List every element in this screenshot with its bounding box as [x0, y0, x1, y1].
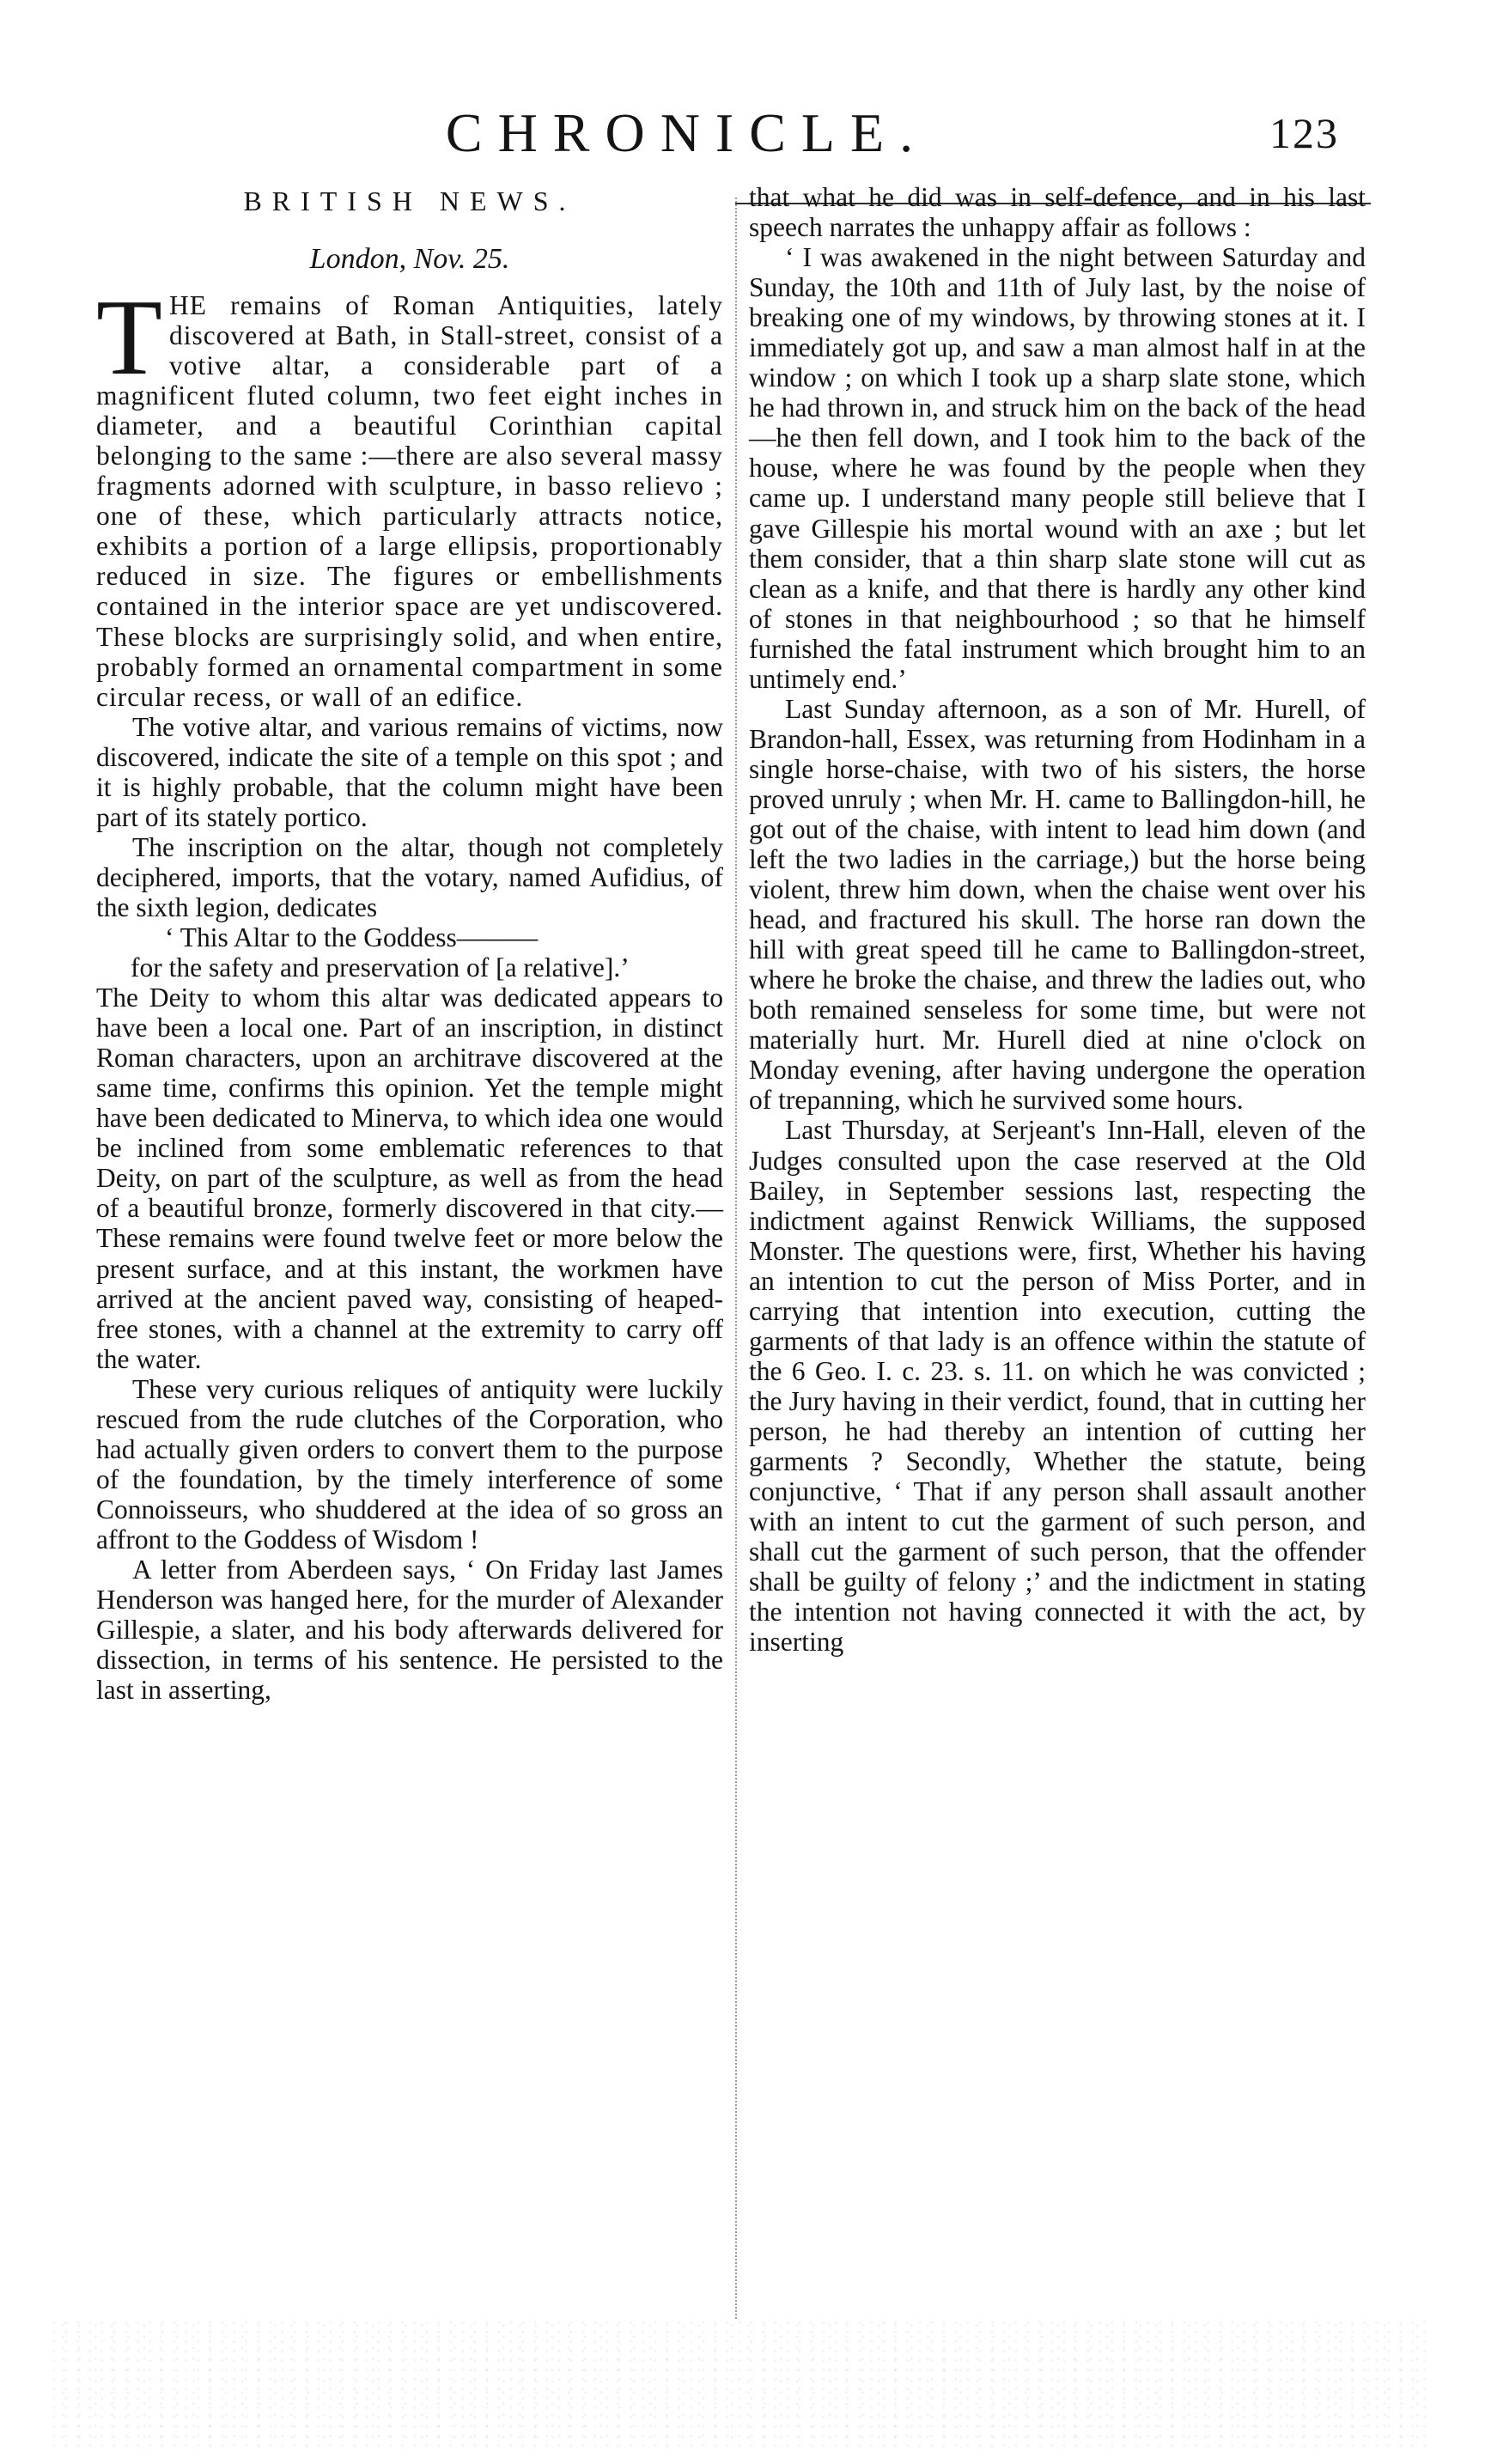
drop-cap: T: [96, 278, 162, 398]
page-header: [0, 101, 1485, 179]
paper-texture: [52, 2319, 1426, 2448]
speech-quote-paragraph: ‘ I was awakened in the night between Saturday and Sunday, the 10th and 11th of July last, by the noise of breaking one of my windows, by throwing stones at it. I immediately got up, and saw a man almost half in at the window ; on which I took up a sharp slate stone, which he had thrown in, and struck him on the back of the head—he then fell down, and I took him to the back of the house, where he was found by the people when they came up. I understand many people still believe that I gave Gillespie his mortal wound with an axe ; but let them consider, that a thin sharp slate stone will cut as clean as a knife, and that there is hardly any other kind of stones in that neighbourhood ; so that he himself furnished the fatal instrument which brought him to an untimely end.’: [749, 242, 1366, 694]
left-column: [96, 182, 723, 1705]
article-deity-paragraph: The Deity to whom this altar was dedicated appears to have been a local one. Part of an inscription, in distinct Roman characters, upon an architrave discovered at the same time, confirms this opinion. Yet the temple might have been dedicated to Minerva, to which idea one would be inclined from some emblematic references to that Deity, on part of the sculpture, as well as from the head of a beautiful bronze, formerly discovered in that city.— These remains were found twelve feet or more below the present surface, and at this instant, the workmen have arrived at the ancient paved way, consisting of heaped-free stones, with a channel at the extremity to carry off the water.: [96, 983, 723, 1374]
column-divider: [735, 198, 737, 2319]
dateline: London, Nov. 25.: [309, 243, 510, 275]
article-reliques-paragraph: These very curious reliques of antiquity were luckily rescued from the rude clutches of the Corporation, who had actually given orders to convert them to the purpose of the foundation, by the timely interference of some Connoisseurs, who shuddered at the idea of so gross an affront to the Goddess of Wisdom !: [96, 1373, 723, 1554]
inscription-quote-line: ‘ This Altar to the Goddess———: [165, 922, 539, 952]
page-number: 123: [1269, 109, 1339, 157]
paragraph-text: HE remains of Roman Antiquities, lately discovered at Bath, in Stall-street, consist of a votive altar, a considerable part of a magnificent fluted column, two feet eight inches in diameter, and a beautiful Corinthian capital belonging to the same :—there are also several massy fragments adorned with sculpture, in basso relievo ; one of these, which particularly attracts notice, exhibits a portion of a large ellipsis, proportionably reduced in size. The figures or embellishments contained in the interior space are yet undiscovered. These blocks are surprisingly solid, and when entire, probably formed an ornamental compartment in some circular recess, or wall of an edifice.: [96, 290, 723, 712]
article-antiquities-paragraph: [96, 278, 723, 712]
inscription-quote-line: for the safety and preservation of [a relative].’: [131, 952, 630, 983]
article-continuation-paragraph: that what he did was in self-defence, and in his last speech narrates the unhappy affair as follows :: [749, 182, 1366, 243]
article-altar-paragraph: The votive altar, and various remains of victims, now discovered, indicate the site of a temple on this spot ; and it is highly probable, that the column might have been part of its stately portico.: [96, 711, 723, 832]
running-title: CHRONICLE.: [445, 102, 929, 163]
article-inscription-paragraph: The inscription on the altar, though not completely deciphered, imports, that the votary, named Aufidius, of the sixth legion, dedicates: [96, 831, 723, 922]
article-judges-paragraph: Last Thursday, at Serjeant's Inn-Hall, eleven of the Judges consulted upon the case reserved at the Old Bailey, in September sessions last, respecting the indictment against Renwick Williams, the supposed Monster. The questions were, first, Whether his having an intention to cut the person of Miss Porter, and in carrying that intention into execution, cutting the garments of that lady is an offence within the statute of the 6 Geo. I. c. 23. s. 11. on which he was convicted ; the Jury having in their verdict, found, that in cutting her person, he had thereby an intention of cutting her garments ? Secondly, Whether the statute, being conjunctive, ‘ That if any person shall assault another with an intent to cut the garment of such person, and shall cut the garment of such person, that the offender shall be guilty of felony ;’ and the indictment in stating the intention not having connected it with the act, by inserting: [749, 1115, 1366, 1658]
article-aberdeen-paragraph: A letter from Aberdeen says, ‘ On Friday last James Henderson was hanged here, for the murder of Alexander Gillespie, a slater, and his body afterwards delivered for dissection, in terms of his sentence. He persisted to the last in asserting,: [96, 1554, 723, 1706]
section-heading: BRITISH NEWS.: [243, 186, 576, 216]
article-hurell-paragraph: Last Sunday afternoon, as a son of Mr. Hurell, of Brandon-hall, Essex, was returning from Hodinham in a single horse-chaise, with two of his sisters, the horse proved unruly ; when Mr. H. came to Ballingdon-hill, he got out of the chaise, with intent to lead him down (and left the two ladies in the carriage,) but the horse being violent, threw him down, when the chaise went over his head, and fractured his skull. The horse ran down the hill with great speed till he came to Ballingdon-street, where he broke the chaise, and threw the ladies out, who both remained senseless for some time, but were not materially hurt. Mr. Hurell died at nine o'clock on Monday evening, after having undergone the operation of trepanning, which he survived some hours.: [749, 693, 1366, 1116]
right-column: [749, 182, 1366, 1657]
